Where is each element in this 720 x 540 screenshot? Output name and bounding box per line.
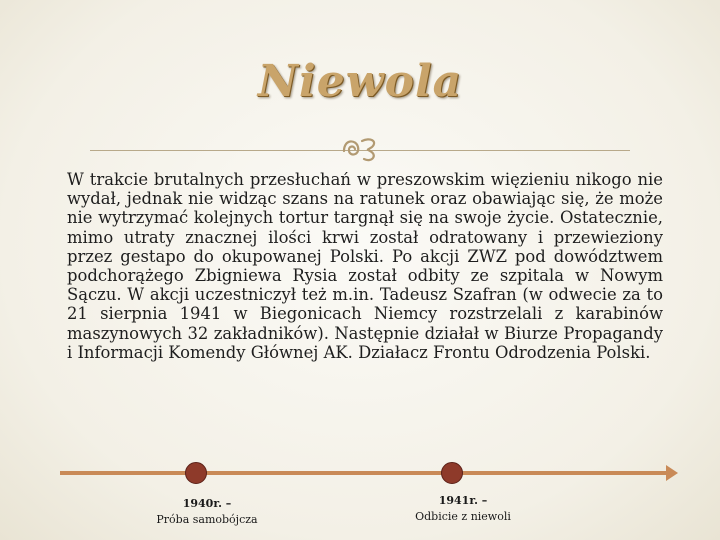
timeline-event-year: 1941r. – (438, 494, 488, 507)
timeline-event-1940 (127, 496, 287, 528)
ornament-icon (340, 131, 382, 165)
timeline-event-year: 1940r. – (182, 497, 232, 510)
timeline-line (60, 471, 672, 475)
timeline-marker-1940 (185, 462, 207, 484)
timeline-event-1941 (383, 493, 543, 525)
timeline-event-label: Próba samobójcza (156, 513, 258, 526)
timeline-event-label: Odbicie z niewoli (415, 510, 511, 523)
timeline-marker-1941 (441, 462, 463, 484)
timeline-arrow-icon (666, 465, 678, 481)
slide-body-text: W trakcie brutalnych przesłuchań w preszowskim więzieniu nikogo nie wydał, jednak nie widząc szans na ratunek oraz obawiając się, że może nie wytrzymać kolejnych tortur targnął się na swoje życie. Ostatecznie, mimo utraty znacznej ilości krwi został odratowany i przewieziony przez gestapo do okupowanej Polski. Po akcji ZWZ pod dowództwem podchorążego Zbigniewa Rysia został odbity ze szpitala w Nowym Sączu. W akcji uczestniczył też m.in. Tadeusz Szafran (w odwecie za to 21 sierpnia 1941 w Biegonicach Niemcy rozstrzelali z karabinów maszynowych 32 zakładników). Następnie działał w Biurze Propagandy i Informacji Komendy Głównej AK. Działacz Frontu Odrodzenia Polski. (67, 170, 663, 362)
slide-title: Niewola (257, 56, 463, 107)
